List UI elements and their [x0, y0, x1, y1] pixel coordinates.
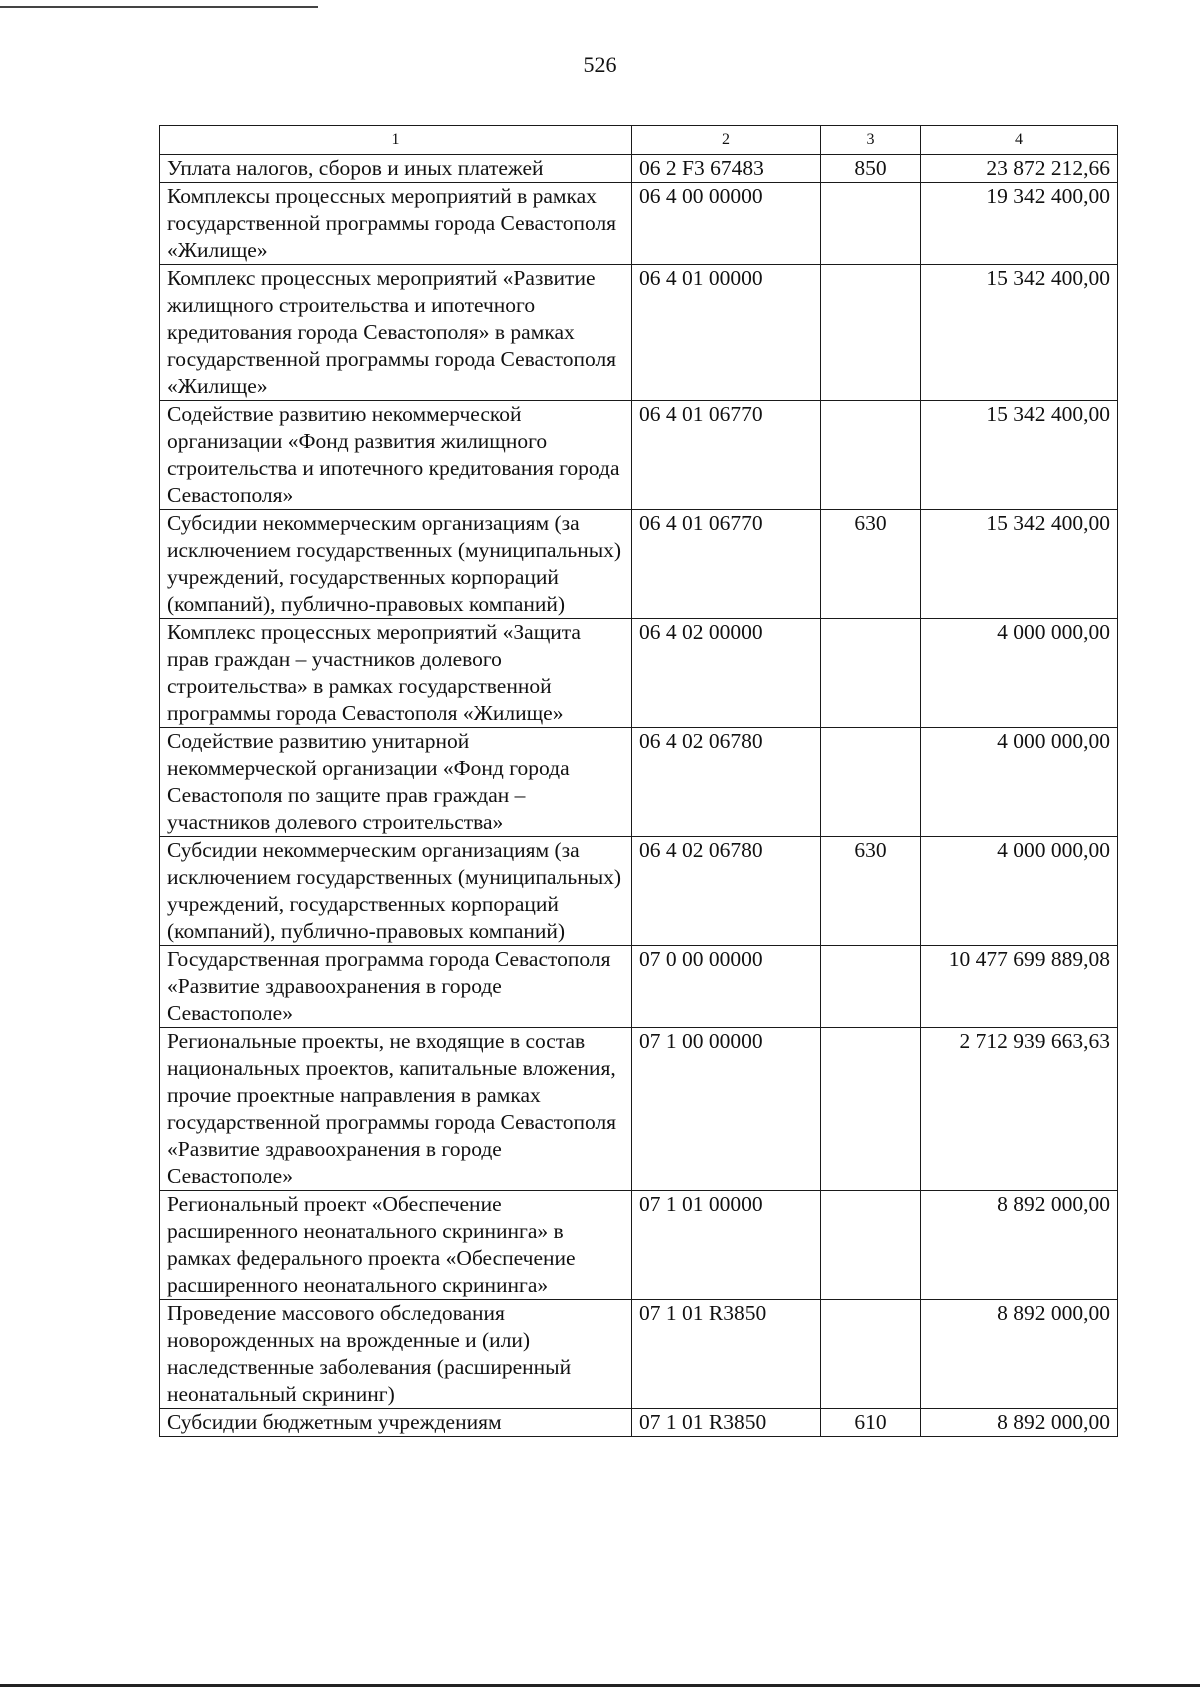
table-row — [160, 510, 1118, 619]
row-name: Региональный проект «Обеспечение расширенного неонатального скрининга» в рамках федерального проекта «Обеспечение расширенного неонатального скрининга» — [160, 1191, 632, 1300]
row-sum: 2 712 939 663,63 — [921, 1028, 1118, 1191]
row-expense-type — [821, 1300, 921, 1409]
row-name: Содействие развитию некоммерческой организации «Фонд развития жилищного строительства и ипотечного кредитования города Севастополя» — [160, 401, 632, 510]
row-name: Комплекс процессных мероприятий «Развитие жилищного строительства и ипотечного кредитования города Севастополя» в рамках государственной программы города Севастополя «Жилище» — [160, 265, 632, 401]
row-sum: 4 000 000,00 — [921, 619, 1118, 728]
row-sum: 23 872 212,66 — [921, 155, 1118, 183]
column-header-1: 1 — [160, 126, 632, 155]
row-name: Комплексы процессных мероприятий в рамках государственной программы города Севастополя «Жилище» — [160, 183, 632, 265]
table-row — [160, 946, 1118, 1028]
row-code: 06 4 02 06780 — [632, 837, 821, 946]
scan-edge-mark — [0, 1684, 1200, 1687]
table-row — [160, 1300, 1118, 1409]
table-row — [160, 619, 1118, 728]
row-expense-type — [821, 183, 921, 265]
row-name: Комплекс процессных мероприятий «Защита прав граждан – участников долевого строительства» в рамках государственной программы города Севастополя «Жилище» — [160, 619, 632, 728]
row-code: 07 1 01 00000 — [632, 1191, 821, 1300]
column-header-3: 3 — [821, 126, 921, 155]
row-code: 07 0 00 00000 — [632, 946, 821, 1028]
row-sum: 8 892 000,00 — [921, 1191, 1118, 1300]
row-expense-type — [821, 265, 921, 401]
row-name: Уплата налогов, сборов и иных платежей — [160, 155, 632, 183]
row-name: Региональные проекты, не входящие в состав национальных проектов, капитальные вложения, прочие проектные направления в рамках государственной программы города Севастополя «Развитие здравоохранения в городе Севастополе» — [160, 1028, 632, 1191]
table-row — [160, 155, 1118, 183]
row-sum: 4 000 000,00 — [921, 837, 1118, 946]
row-code: 06 4 02 00000 — [632, 619, 821, 728]
row-expense-type — [821, 728, 921, 837]
page-number: 526 — [583, 52, 617, 77]
row-name: Субсидии некоммерческим организациям (за исключением государственных (муниципальных) учреждений, государственных корпораций (компаний), публично-правовых компаний) — [160, 837, 632, 946]
row-name: Субсидии некоммерческим организациям (за исключением государственных (муниципальных) учреждений, государственных корпораций (компаний), публично-правовых компаний) — [160, 510, 632, 619]
row-expense-type — [821, 1028, 921, 1191]
row-code: 06 4 01 00000 — [632, 265, 821, 401]
table-row — [160, 265, 1118, 401]
table-row — [160, 401, 1118, 510]
row-sum: 4 000 000,00 — [921, 728, 1118, 837]
scan-edge-mark — [0, 6, 318, 8]
row-sum: 19 342 400,00 — [921, 183, 1118, 265]
row-sum: 15 342 400,00 — [921, 265, 1118, 401]
row-expense-type: 630 — [821, 510, 921, 619]
table-row — [160, 728, 1118, 837]
row-name: Субсидии бюджетным учреждениям — [160, 1409, 632, 1437]
table-row — [160, 1409, 1118, 1437]
row-code: 06 4 01 06770 — [632, 510, 821, 619]
table-header-row — [160, 126, 1118, 155]
row-expense-type — [821, 619, 921, 728]
row-code: 07 1 01 R3850 — [632, 1300, 821, 1409]
row-code: 06 4 02 06780 — [632, 728, 821, 837]
row-code: 07 1 01 R3850 — [632, 1409, 821, 1437]
row-sum: 8 892 000,00 — [921, 1300, 1118, 1409]
row-sum: 8 892 000,00 — [921, 1409, 1118, 1437]
row-expense-type — [821, 401, 921, 510]
row-sum: 10 477 699 889,08 — [921, 946, 1118, 1028]
row-name: Содействие развитию унитарной некоммерческой организации «Фонд города Севастополя по защите прав граждан – участников долевого строительства» — [160, 728, 632, 837]
row-code: 06 4 01 06770 — [632, 401, 821, 510]
row-expense-type: 850 — [821, 155, 921, 183]
row-expense-type — [821, 946, 921, 1028]
row-name: Проведение массового обследования новорожденных на врожденные и (или) наследственные заболевания (расширенный неонатальный скрининг) — [160, 1300, 632, 1409]
row-expense-type — [821, 1191, 921, 1300]
column-header-2: 2 — [632, 126, 821, 155]
row-code: 07 1 00 00000 — [632, 1028, 821, 1191]
row-expense-type: 610 — [821, 1409, 921, 1437]
row-code: 06 4 00 00000 — [632, 183, 821, 265]
table-row — [160, 1028, 1118, 1191]
row-sum: 15 342 400,00 — [921, 401, 1118, 510]
row-sum: 15 342 400,00 — [921, 510, 1118, 619]
table-row — [160, 837, 1118, 946]
budget-table — [159, 125, 1118, 1437]
column-header-4: 4 — [921, 126, 1118, 155]
row-name: Государственная программа города Севастополя «Развитие здравоохранения в городе Севастополе» — [160, 946, 632, 1028]
row-expense-type: 630 — [821, 837, 921, 946]
table-row — [160, 183, 1118, 265]
row-code: 06 2 F3 67483 — [632, 155, 821, 183]
table-row — [160, 1191, 1118, 1300]
